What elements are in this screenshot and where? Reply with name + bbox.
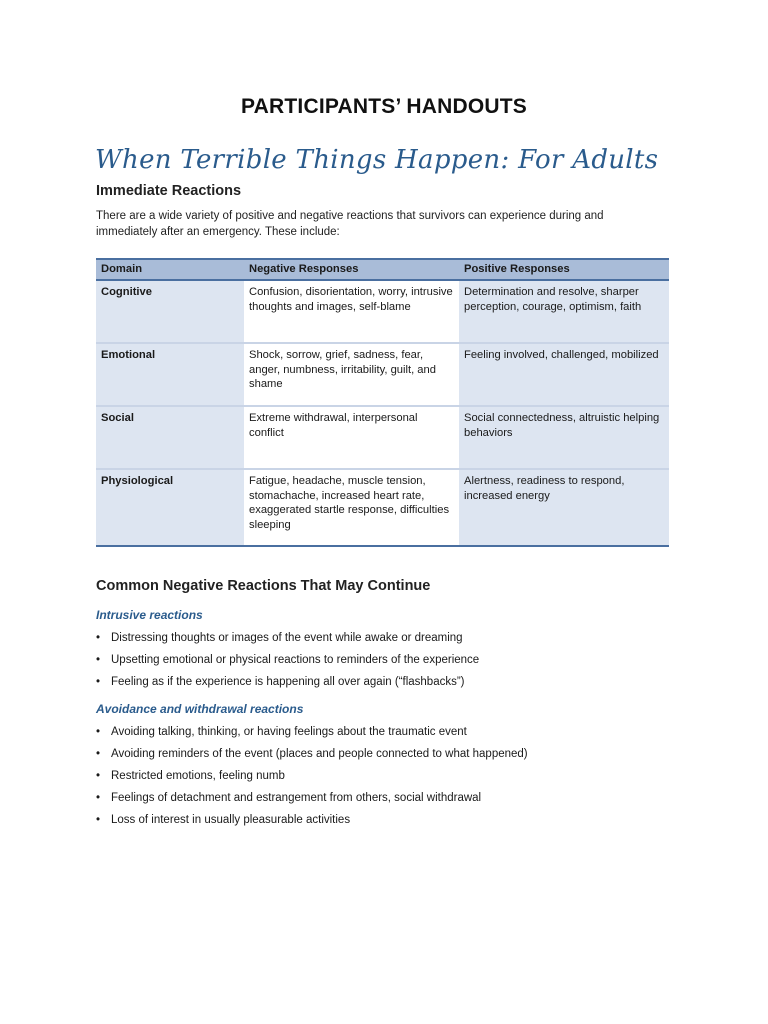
domain-cell: Social	[96, 406, 244, 469]
list-item	[96, 724, 656, 746]
bullet-icon: •	[96, 676, 101, 688]
table-row-cognitive	[96, 280, 669, 343]
list-item	[96, 812, 656, 834]
list-item	[96, 790, 656, 812]
list-item-text: Feelings of detachment and estrangement from others, social withdrawal	[111, 792, 482, 804]
bullet-icon: •	[96, 814, 101, 826]
bullet-icon: •	[96, 748, 101, 760]
list-item	[96, 674, 656, 696]
negative-cell: Shock, sorrow, grief, sadness, fear, anger, numbness, irritability, guilt, and shame	[244, 343, 459, 406]
negative-cell: Extreme withdrawal, interpersonal conflict	[244, 406, 459, 469]
intrusive-reactions-list	[96, 630, 656, 696]
page-title: PARTICIPANTS’ HANDOUTS	[241, 95, 527, 118]
positive-cell: Alertness, readiness to respond, increased energy	[459, 469, 669, 546]
positive-cell: Feeling involved, challenged, mobilized	[459, 343, 669, 406]
list-item-text: Upsetting emotional or physical reactions to reminders of the experience	[111, 654, 480, 666]
continuing-reactions-heading: Common Negative Reactions That May Continue	[96, 578, 431, 594]
list-item-text: Feeling as if the experience is happening all over again (“flashbacks”)	[111, 676, 465, 688]
list-item	[96, 630, 656, 652]
list-item-text: Restricted emotions, feeling numb	[111, 770, 285, 782]
positive-cell: Determination and resolve, sharper perception, courage, optimism, faith	[459, 280, 669, 343]
table-row-social	[96, 406, 669, 469]
table-row-physiological	[96, 469, 669, 546]
bullet-icon: •	[96, 726, 101, 738]
handout-title: When Terrible Things Happen: For Adults	[95, 145, 659, 175]
immediate-reactions-heading: Immediate Reactions	[96, 183, 242, 199]
header-domain: Domain	[96, 259, 244, 280]
bullet-icon: •	[96, 770, 101, 782]
bullet-icon: •	[96, 654, 101, 666]
intrusive-reactions-subheading: Intrusive reactions	[96, 608, 203, 622]
list-item-text: Distressing thoughts or images of the event while awake or dreaming	[111, 632, 463, 644]
immediate-reactions-intro: There are a wide variety of positive and negative reactions that survivors can experience during and immediately after an emergency. These include:	[96, 210, 604, 238]
bullet-icon: •	[96, 632, 101, 644]
reactions-table	[96, 258, 669, 547]
avoidance-reactions-subheading: Avoidance and withdrawal reactions	[96, 702, 304, 716]
avoidance-reactions-list	[96, 724, 656, 834]
negative-cell: Fatigue, headache, muscle tension, stomachache, increased heart rate, exaggerated startle response, difficulties sleeping	[244, 469, 459, 546]
domain-cell: Physiological	[96, 469, 244, 546]
list-item-text: Loss of interest in usually pleasurable activities	[111, 814, 351, 826]
bullet-icon: •	[96, 792, 101, 804]
list-item	[96, 652, 656, 674]
table-row-emotional	[96, 343, 669, 406]
list-item	[96, 746, 656, 768]
positive-cell: Social connectedness, altruistic helping behaviors	[459, 406, 669, 469]
list-item-text: Avoiding reminders of the event (places and people connected to what happened)	[111, 748, 528, 760]
domain-cell: Emotional	[96, 343, 244, 406]
domain-cell: Cognitive	[96, 280, 244, 343]
header-positive: Positive Responses	[459, 259, 669, 280]
table-header-row	[96, 259, 669, 280]
negative-cell: Confusion, disorientation, worry, intrusive thoughts and images, self-blame	[244, 280, 459, 343]
list-item	[96, 768, 656, 790]
list-item-text: Avoiding talking, thinking, or having feelings about the traumatic event	[111, 726, 467, 738]
header-negative: Negative Responses	[244, 259, 459, 280]
